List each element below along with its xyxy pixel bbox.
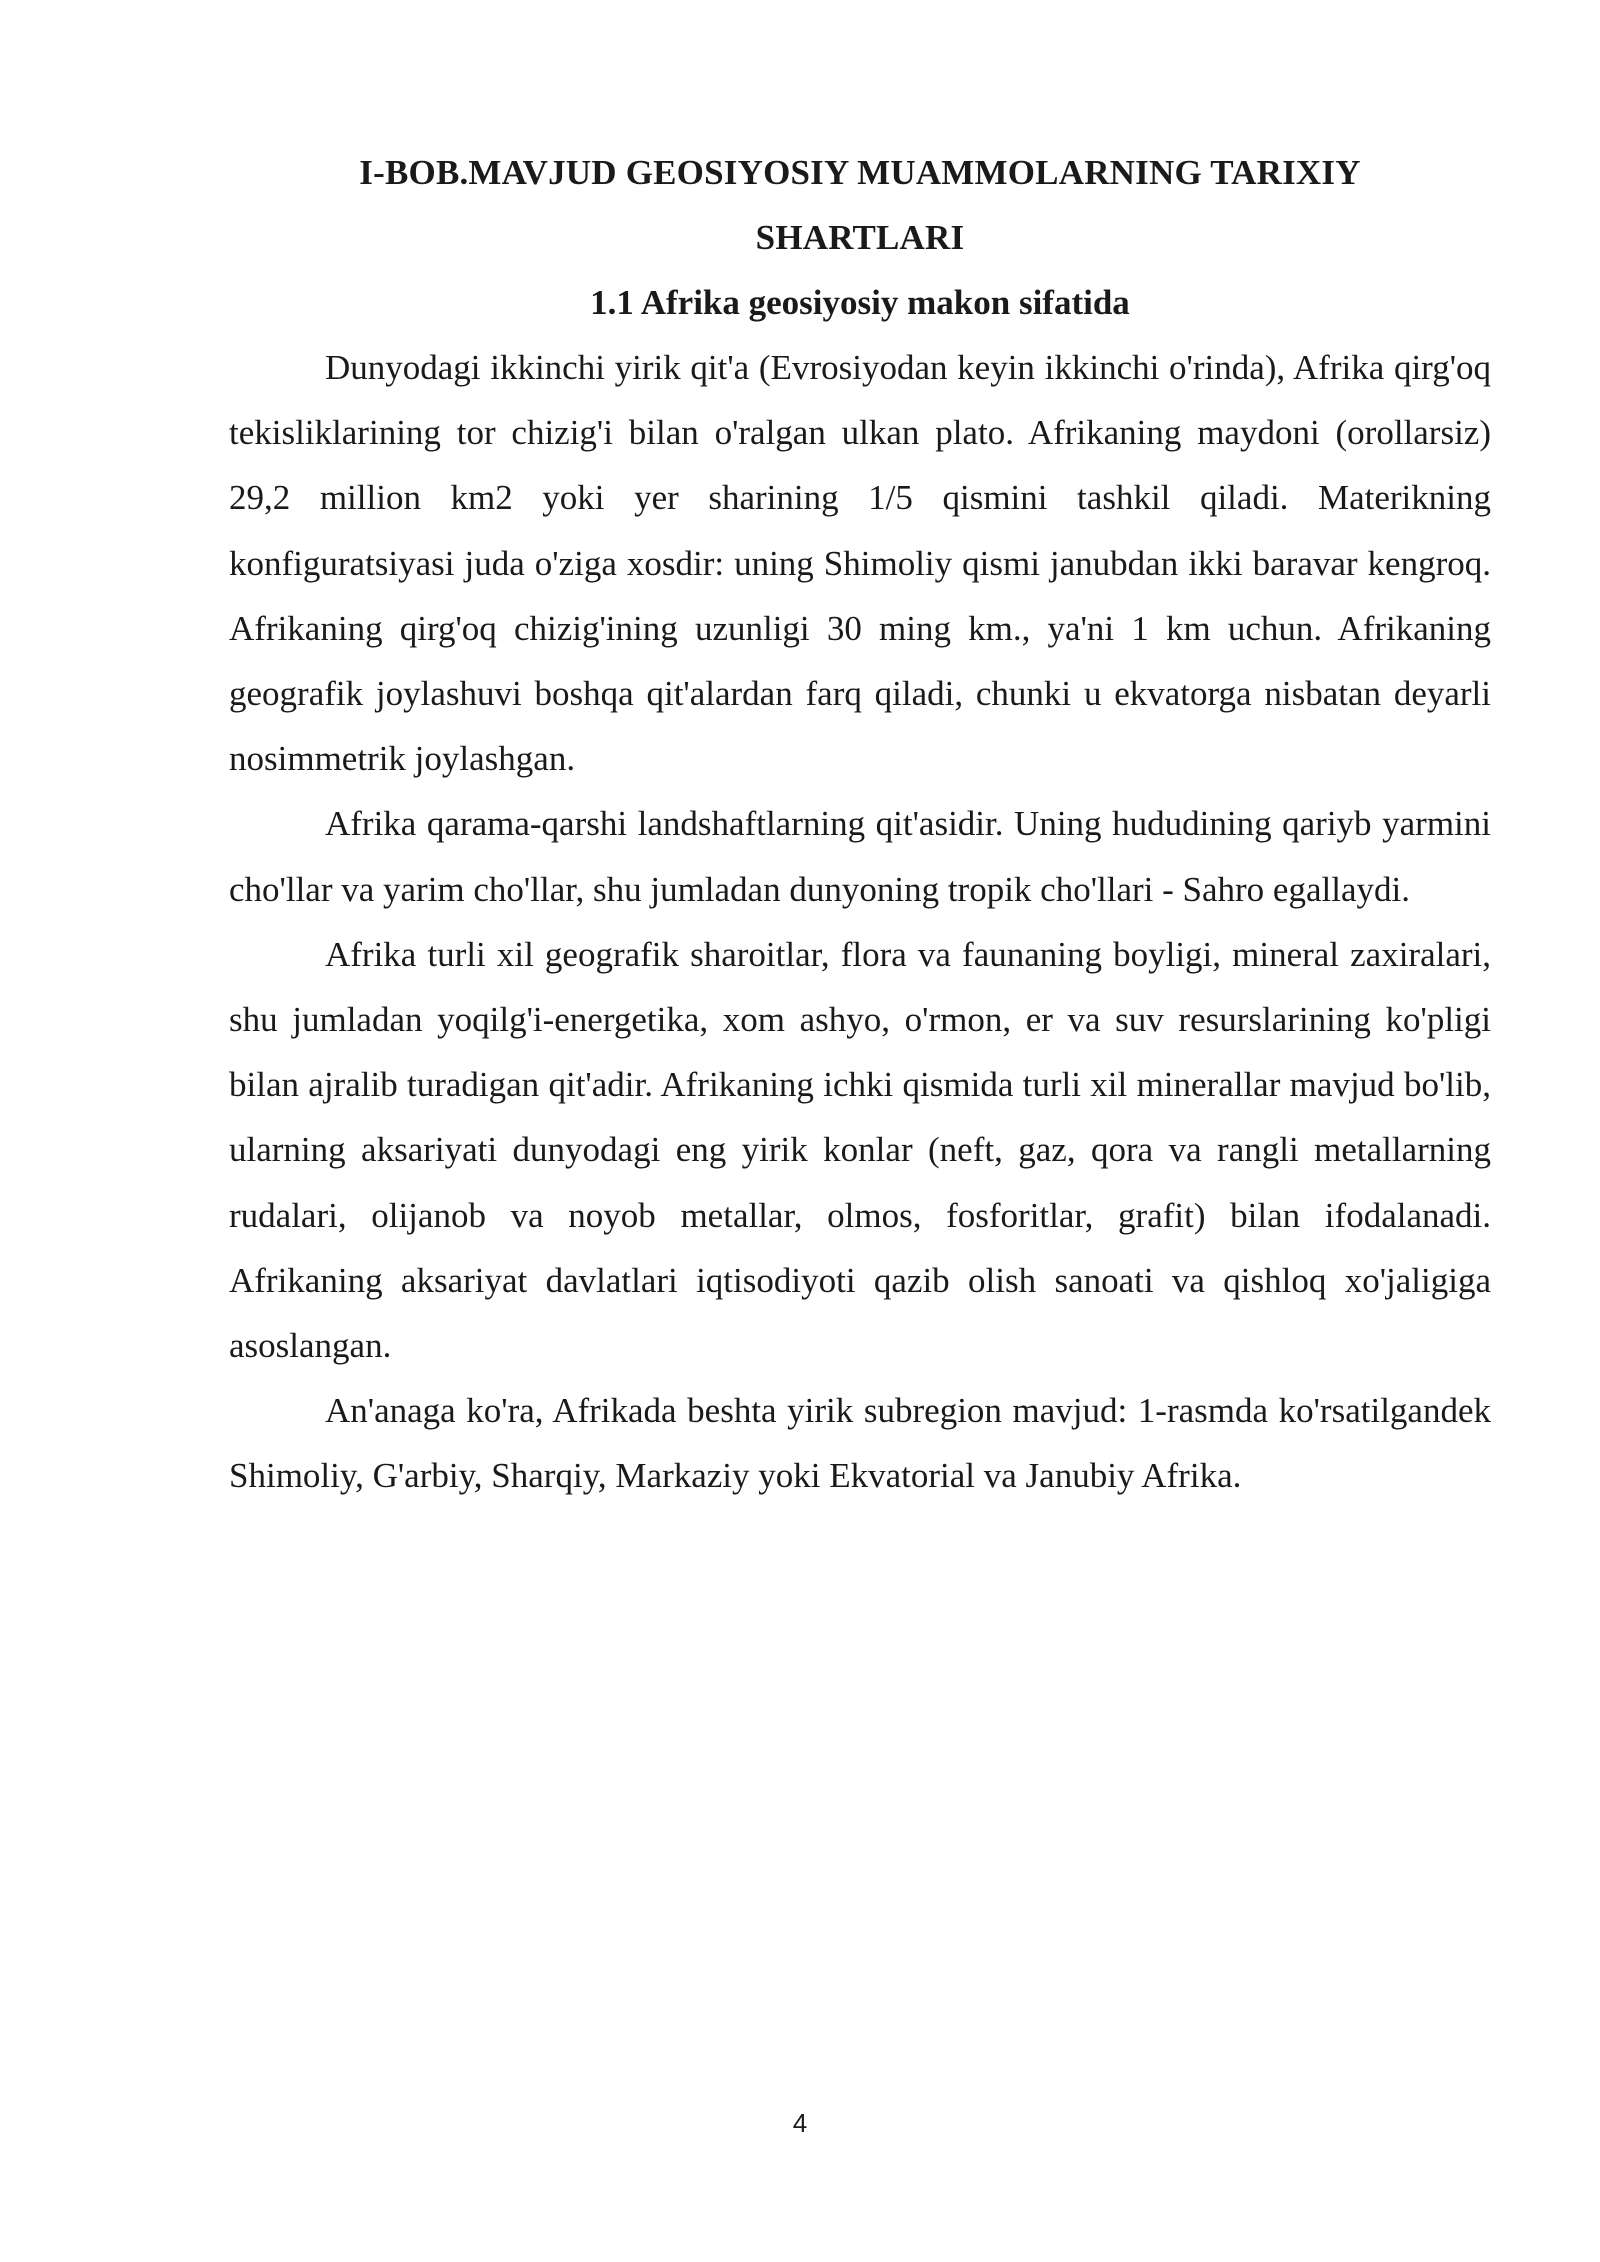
chapter-title-line2: SHARTLARI: [755, 218, 965, 257]
page-content: [229, 140, 1491, 1509]
paragraph-1: Dunyodagi ikkinchi yirik qit'a (Evrosiyodan keyin ikkinchi o'rinda), Afrika qirg'oq tekisliklarining tor chizig'i bilan o'ralgan ulkan plato. Afrikaning maydoni (orollarsiz) 29,2 million km2 yoki yer sharining 1/5 qismini tashkil qiladi. Materikning konfiguratsiyasi juda o'ziga xosdir: uning Shimoliy qismi janubdan ikki baravar kengroq. Afrikaning qirg'oq chizig'ining uzunligi 30 ming km., ya'ni 1 km uchun. Afrikaning geografik joylashuvi boshqa qit'alardan farq qiladi, chunki u ekvatorga nisbatan deyarli nosimmetrik joylashgan.: [229, 348, 1491, 779]
paragraph-3: Afrika turli xil geografik sharoitlar, flora va faunaning boyligi, mineral zaxiralari, shu jumladan yoqilg'i-energetika, xom ashyo, o'rmon, er va suv resurslarining ko'pligi bilan ajralib turadigan qit'adir. Afrikaning ichki qismida turli xil minerallar mavjud bo'lib, ularning aksariyati dunyodagi eng yirik konlar (neft, gaz, qora va rangli metallarning rudalari, olijanob va noyob metallar, olmos, fosforitlar, grafit) bilan ifodalanadi. Afrikaning aksariyat davlatlari iqtisodiyoti qazib olish sanoati va qishloq xo'jaligiga asoslangan.: [229, 934, 1491, 1366]
paragraph-4: An'anaga ko'ra, Afrikada beshta yirik subregion mavjud: 1-rasmda ko'rsatilgandek Shimoliy, G'arbiy, Sharqiy, Markaziy yoki Ekvatorial va Janubiy Afrika.: [229, 1391, 1491, 1496]
chapter-title-line1: I-BOB.MAVJUD GEOSIYOSIY MUAMMOLARNING TARIXIY: [359, 153, 1361, 192]
page-number: 4: [792, 2108, 808, 2138]
section-title: 1.1 Afrika geosiyosiy makon sifatida: [590, 283, 1130, 322]
chapter-title: [229, 140, 1491, 270]
paragraph-2: Afrika qarama-qarshi landshaftlarning qit'asidir. Uning hududining qariyb yarmini cho'llar va yarim cho'llar, shu jumladan dunyoning tropik cho'llari - Sahro egallaydi.: [229, 804, 1491, 909]
